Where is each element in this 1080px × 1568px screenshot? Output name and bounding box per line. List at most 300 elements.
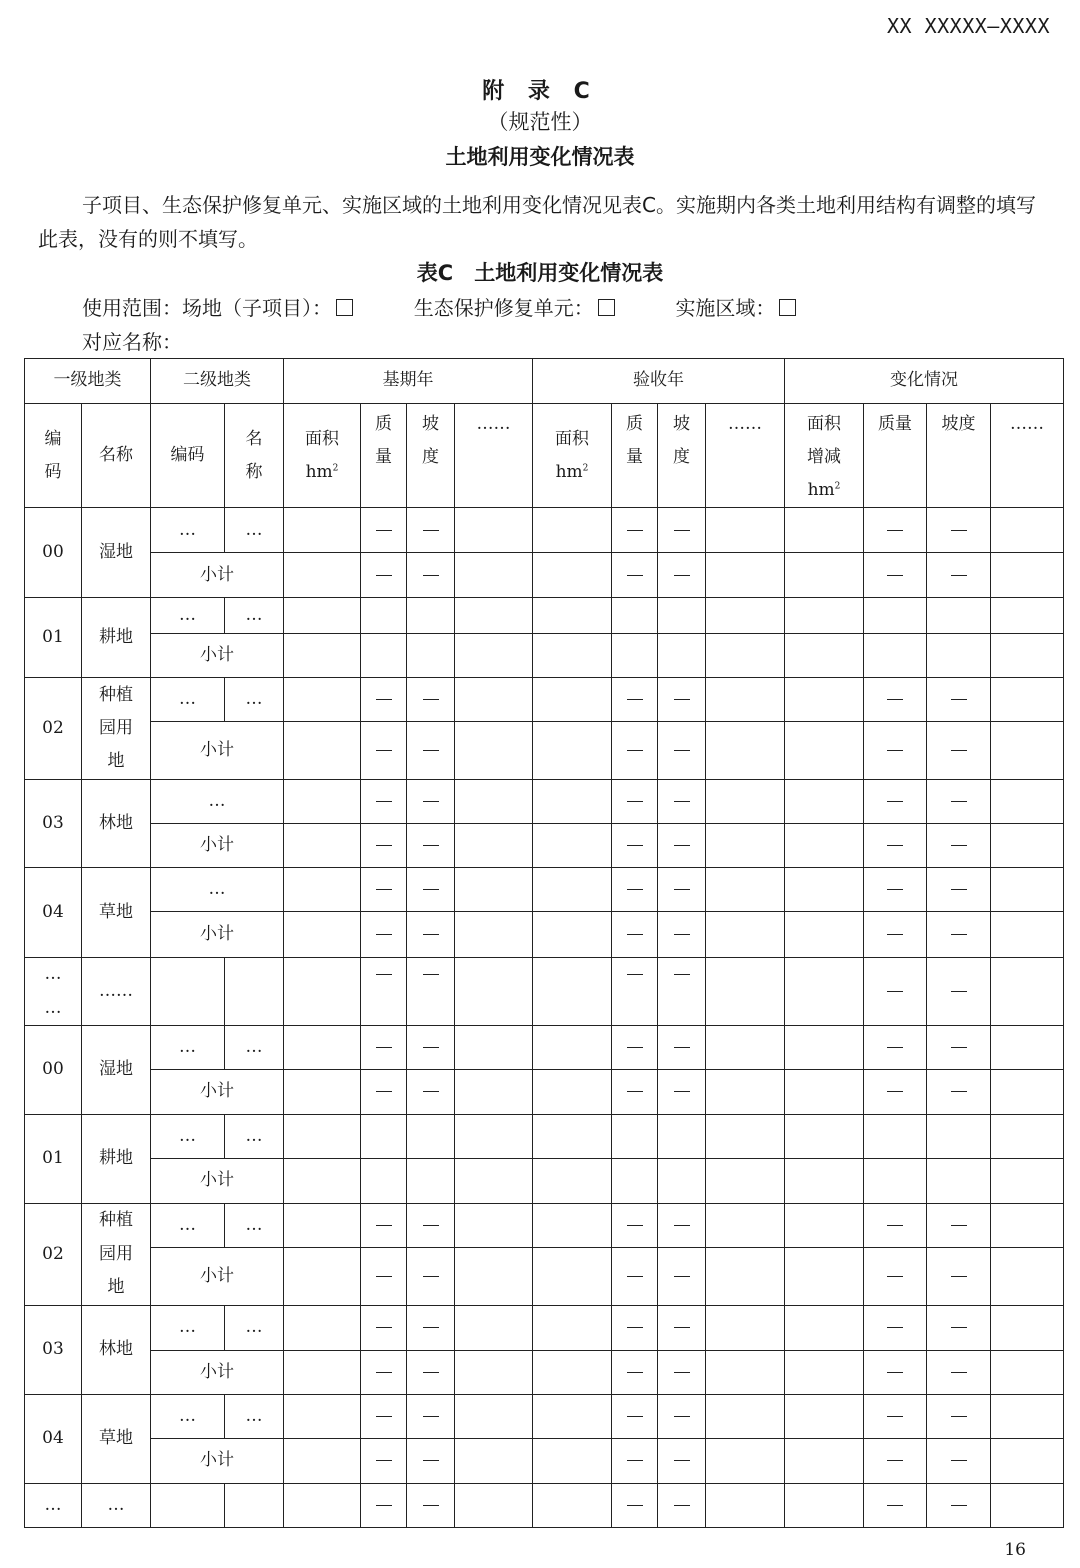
data-cell[interactable] bbox=[991, 1394, 1064, 1438]
data-cell[interactable] bbox=[455, 1394, 533, 1438]
data-cell[interactable] bbox=[991, 508, 1064, 553]
standard-id: XX XXXXX—XXXX bbox=[886, 14, 1050, 38]
data-cell[interactable] bbox=[612, 1025, 658, 1069]
data-cell[interactable] bbox=[785, 1438, 864, 1483]
data-cell[interactable] bbox=[407, 722, 455, 780]
data-cell[interactable] bbox=[612, 1158, 658, 1203]
data-cell[interactable] bbox=[407, 1114, 455, 1158]
data-cell[interactable] bbox=[864, 722, 927, 780]
dash-mark bbox=[423, 1276, 439, 1277]
data-cell[interactable] bbox=[407, 912, 455, 958]
data-cell[interactable] bbox=[785, 1305, 864, 1350]
data-cell[interactable] bbox=[533, 722, 612, 780]
data-cell[interactable] bbox=[533, 508, 612, 553]
data-cell[interactable] bbox=[361, 1350, 407, 1394]
data-cell[interactable] bbox=[658, 1203, 706, 1247]
data-cell[interactable] bbox=[361, 1394, 407, 1438]
data-cell[interactable] bbox=[612, 722, 658, 780]
dash-mark bbox=[423, 1505, 439, 1506]
data-cell[interactable] bbox=[407, 1025, 455, 1069]
data-cell[interactable] bbox=[407, 634, 455, 678]
data-cell[interactable] bbox=[991, 958, 1064, 1025]
data-cell[interactable] bbox=[455, 868, 533, 912]
dash-mark bbox=[423, 699, 439, 700]
data-cell[interactable] bbox=[991, 1350, 1064, 1394]
data-cell[interactable] bbox=[706, 1394, 785, 1438]
data-cell[interactable] bbox=[612, 1483, 658, 1527]
data-cell[interactable] bbox=[864, 780, 927, 824]
data-cell[interactable] bbox=[864, 1483, 927, 1527]
subcode-cell: … bbox=[151, 1203, 225, 1247]
data-cell[interactable] bbox=[455, 780, 533, 824]
data-cell[interactable] bbox=[991, 598, 1064, 634]
data-cell[interactable] bbox=[864, 1394, 927, 1438]
data-cell[interactable] bbox=[455, 1350, 533, 1394]
data-cell[interactable] bbox=[864, 1350, 927, 1394]
data-cell[interactable] bbox=[612, 678, 658, 722]
data-cell[interactable] bbox=[706, 722, 785, 780]
data-cell[interactable] bbox=[455, 1438, 533, 1483]
data-cell[interactable] bbox=[407, 1203, 455, 1247]
data-cell[interactable] bbox=[284, 1069, 361, 1114]
data-cell[interactable] bbox=[927, 1394, 991, 1438]
data-cell[interactable] bbox=[864, 508, 927, 553]
data-cell[interactable] bbox=[927, 1114, 991, 1158]
data-cell[interactable] bbox=[612, 780, 658, 824]
data-cell[interactable] bbox=[533, 824, 612, 868]
data-cell[interactable] bbox=[785, 1247, 864, 1305]
data-cell[interactable] bbox=[658, 508, 706, 553]
data-cell[interactable] bbox=[927, 1438, 991, 1483]
group-name-cell: 湿地 bbox=[82, 1025, 151, 1114]
dash-mark bbox=[674, 1460, 690, 1461]
data-cell[interactable] bbox=[706, 958, 785, 1025]
data-cell[interactable] bbox=[361, 598, 407, 634]
data-cell[interactable] bbox=[658, 1114, 706, 1158]
data-cell[interactable] bbox=[533, 912, 612, 958]
data-cell[interactable] bbox=[658, 634, 706, 678]
data-cell[interactable] bbox=[927, 1203, 991, 1247]
dash-mark bbox=[951, 1047, 967, 1048]
data-cell[interactable] bbox=[864, 1203, 927, 1247]
data-cell[interactable] bbox=[612, 634, 658, 678]
data-cell[interactable] bbox=[706, 1158, 785, 1203]
data-cell[interactable] bbox=[407, 553, 455, 598]
data-cell[interactable] bbox=[864, 1025, 927, 1069]
data-cell[interactable] bbox=[706, 1305, 785, 1350]
table-row bbox=[25, 868, 1064, 912]
data-cell[interactable] bbox=[991, 678, 1064, 722]
data-cell[interactable] bbox=[991, 912, 1064, 958]
data-cell[interactable] bbox=[455, 508, 533, 553]
data-cell[interactable] bbox=[927, 634, 991, 678]
data-cell[interactable] bbox=[991, 634, 1064, 678]
dash-mark bbox=[951, 801, 967, 802]
table-row-subtotal bbox=[25, 912, 1064, 958]
data-cell[interactable] bbox=[284, 1483, 361, 1527]
data-cell[interactable] bbox=[706, 1069, 785, 1114]
data-cell[interactable] bbox=[991, 1203, 1064, 1247]
data-cell[interactable] bbox=[864, 553, 927, 598]
data-cell[interactable] bbox=[361, 722, 407, 780]
data-cell[interactable] bbox=[361, 634, 407, 678]
data-cell[interactable] bbox=[284, 780, 361, 824]
data-cell[interactable] bbox=[455, 1203, 533, 1247]
data-cell[interactable] bbox=[658, 553, 706, 598]
data-cell[interactable] bbox=[533, 1483, 612, 1527]
data-cell[interactable] bbox=[284, 868, 361, 912]
data-cell[interactable] bbox=[284, 1350, 361, 1394]
data-cell[interactable] bbox=[407, 1438, 455, 1483]
data-cell[interactable] bbox=[361, 780, 407, 824]
dash-mark bbox=[887, 845, 903, 846]
data-cell[interactable] bbox=[455, 824, 533, 868]
data-cell[interactable] bbox=[284, 912, 361, 958]
data-cell[interactable] bbox=[284, 1025, 361, 1069]
data-cell[interactable] bbox=[284, 1203, 361, 1247]
data-cell[interactable] bbox=[927, 678, 991, 722]
data-cell[interactable] bbox=[612, 598, 658, 634]
data-cell[interactable] bbox=[785, 824, 864, 868]
data-cell[interactable] bbox=[927, 824, 991, 868]
data-cell[interactable] bbox=[455, 1025, 533, 1069]
data-cell[interactable] bbox=[533, 1114, 612, 1158]
table-row-subtotal bbox=[25, 1438, 1064, 1483]
data-cell[interactable] bbox=[612, 912, 658, 958]
data-cell[interactable] bbox=[927, 958, 991, 1025]
data-cell[interactable] bbox=[864, 958, 927, 1025]
data-cell[interactable] bbox=[785, 912, 864, 958]
data-cell[interactable] bbox=[361, 553, 407, 598]
dash-mark bbox=[627, 845, 643, 846]
data-cell[interactable] bbox=[658, 598, 706, 634]
data-cell[interactable] bbox=[785, 1203, 864, 1247]
data-cell[interactable] bbox=[455, 634, 533, 678]
data-cell[interactable] bbox=[864, 1438, 927, 1483]
data-cell[interactable] bbox=[864, 912, 927, 958]
data-cell[interactable] bbox=[991, 780, 1064, 824]
name2-cell[interactable] bbox=[225, 958, 284, 1025]
data-cell[interactable] bbox=[612, 1203, 658, 1247]
data-cell[interactable] bbox=[706, 598, 785, 634]
dash-mark bbox=[951, 1091, 967, 1092]
data-cell[interactable] bbox=[864, 634, 927, 678]
data-cell[interactable] bbox=[864, 1247, 927, 1305]
data-cell[interactable] bbox=[658, 912, 706, 958]
data-cell[interactable] bbox=[407, 678, 455, 722]
data-cell[interactable] bbox=[927, 1247, 991, 1305]
data-cell[interactable] bbox=[361, 1247, 407, 1305]
data-cell[interactable] bbox=[991, 1025, 1064, 1069]
data-cell[interactable] bbox=[361, 1069, 407, 1114]
data-cell[interactable] bbox=[361, 1305, 407, 1350]
data-cell[interactable] bbox=[864, 1158, 927, 1203]
data-cell[interactable] bbox=[407, 1483, 455, 1527]
data-cell[interactable] bbox=[991, 1483, 1064, 1527]
data-cell[interactable] bbox=[533, 1394, 612, 1438]
data-cell[interactable] bbox=[706, 508, 785, 553]
name-header: 名称 bbox=[82, 404, 151, 508]
data-cell[interactable] bbox=[658, 868, 706, 912]
data-cell[interactable] bbox=[533, 634, 612, 678]
data-cell[interactable] bbox=[407, 598, 455, 634]
data-cell[interactable] bbox=[533, 780, 612, 824]
data-cell[interactable] bbox=[455, 1158, 533, 1203]
data-cell[interactable] bbox=[864, 1069, 927, 1114]
data-cell[interactable] bbox=[533, 958, 612, 1025]
data-cell[interactable] bbox=[785, 1394, 864, 1438]
data-cell[interactable] bbox=[284, 824, 361, 868]
data-cell[interactable] bbox=[785, 1483, 864, 1527]
data-cell[interactable] bbox=[612, 1305, 658, 1350]
data-cell[interactable] bbox=[706, 912, 785, 958]
data-cell[interactable] bbox=[991, 868, 1064, 912]
data-cell[interactable] bbox=[284, 1158, 361, 1203]
data-cell[interactable] bbox=[361, 1438, 407, 1483]
data-cell[interactable] bbox=[927, 508, 991, 553]
data-cell[interactable] bbox=[455, 1483, 533, 1527]
data-cell[interactable] bbox=[533, 1203, 612, 1247]
data-cell[interactable] bbox=[864, 868, 927, 912]
data-cell[interactable] bbox=[706, 678, 785, 722]
data-cell[interactable] bbox=[407, 780, 455, 824]
data-cell[interactable] bbox=[927, 912, 991, 958]
data-cell[interactable] bbox=[455, 958, 533, 1025]
data-cell[interactable] bbox=[864, 1114, 927, 1158]
data-cell[interactable] bbox=[612, 824, 658, 868]
unit-checkbox[interactable] bbox=[598, 299, 615, 316]
data-cell[interactable] bbox=[991, 1247, 1064, 1305]
data-cell[interactable] bbox=[927, 1483, 991, 1527]
data-cell[interactable] bbox=[927, 722, 991, 780]
data-cell[interactable] bbox=[284, 722, 361, 780]
data-cell[interactable] bbox=[785, 1069, 864, 1114]
data-cell[interactable] bbox=[785, 508, 864, 553]
name2-header: 名 称 bbox=[225, 404, 284, 508]
data-cell[interactable] bbox=[407, 1394, 455, 1438]
data-cell[interactable] bbox=[658, 678, 706, 722]
data-cell[interactable] bbox=[284, 1247, 361, 1305]
data-cell[interactable] bbox=[284, 1394, 361, 1438]
data-cell[interactable] bbox=[612, 1438, 658, 1483]
dash-mark bbox=[423, 530, 439, 531]
data-cell[interactable] bbox=[533, 1350, 612, 1394]
dash-mark bbox=[627, 974, 643, 975]
data-cell[interactable] bbox=[455, 553, 533, 598]
data-cell[interactable] bbox=[658, 1158, 706, 1203]
data-cell[interactable] bbox=[927, 1350, 991, 1394]
data-cell[interactable] bbox=[864, 1305, 927, 1350]
dash-mark bbox=[376, 530, 392, 531]
data-cell[interactable] bbox=[533, 1158, 612, 1203]
data-cell[interactable] bbox=[533, 553, 612, 598]
data-cell[interactable] bbox=[991, 1438, 1064, 1483]
data-cell[interactable] bbox=[658, 722, 706, 780]
data-cell[interactable] bbox=[284, 678, 361, 722]
data-cell[interactable] bbox=[864, 678, 927, 722]
data-cell[interactable] bbox=[991, 1114, 1064, 1158]
data-cell[interactable] bbox=[785, 722, 864, 780]
data-cell[interactable] bbox=[706, 824, 785, 868]
data-cell[interactable] bbox=[361, 958, 407, 1025]
data-cell[interactable] bbox=[533, 1069, 612, 1114]
data-cell[interactable] bbox=[785, 598, 864, 634]
data-cell[interactable] bbox=[785, 958, 864, 1025]
data-cell[interactable] bbox=[455, 598, 533, 634]
data-cell[interactable] bbox=[612, 1247, 658, 1305]
data-cell[interactable] bbox=[785, 678, 864, 722]
data-cell[interactable] bbox=[658, 1438, 706, 1483]
data-cell[interactable] bbox=[284, 1114, 361, 1158]
data-cell[interactable] bbox=[407, 508, 455, 553]
data-cell[interactable] bbox=[706, 1350, 785, 1394]
data-cell[interactable] bbox=[927, 598, 991, 634]
data-cell[interactable] bbox=[455, 1305, 533, 1350]
code2-cell[interactable] bbox=[151, 1483, 225, 1527]
data-cell[interactable] bbox=[455, 678, 533, 722]
data-cell[interactable] bbox=[991, 722, 1064, 780]
site-checkbox[interactable] bbox=[336, 299, 353, 316]
data-cell[interactable] bbox=[361, 868, 407, 912]
data-cell[interactable] bbox=[706, 1483, 785, 1527]
data-cell[interactable] bbox=[991, 553, 1064, 598]
dash-mark bbox=[376, 974, 392, 975]
data-cell[interactable] bbox=[612, 1350, 658, 1394]
data-cell[interactable] bbox=[407, 958, 455, 1025]
data-cell[interactable] bbox=[658, 1069, 706, 1114]
data-cell[interactable] bbox=[612, 1069, 658, 1114]
area-checkbox[interactable] bbox=[779, 299, 796, 316]
data-cell[interactable] bbox=[361, 678, 407, 722]
table-row-subtotal bbox=[25, 1247, 1064, 1305]
data-cell[interactable] bbox=[658, 1305, 706, 1350]
data-cell[interactable] bbox=[927, 1069, 991, 1114]
data-cell[interactable] bbox=[785, 1158, 864, 1203]
data-cell[interactable] bbox=[455, 722, 533, 780]
data-cell[interactable] bbox=[706, 780, 785, 824]
data-cell[interactable] bbox=[407, 824, 455, 868]
data-cell[interactable] bbox=[361, 1114, 407, 1158]
data-cell[interactable] bbox=[361, 1203, 407, 1247]
data-cell[interactable] bbox=[284, 553, 361, 598]
data-cell[interactable] bbox=[706, 1247, 785, 1305]
data-cell[interactable] bbox=[407, 868, 455, 912]
data-cell[interactable] bbox=[785, 868, 864, 912]
data-cell[interactable] bbox=[361, 1158, 407, 1203]
data-cell[interactable] bbox=[658, 1394, 706, 1438]
data-cell[interactable] bbox=[455, 912, 533, 958]
data-cell[interactable] bbox=[927, 868, 991, 912]
data-cell[interactable] bbox=[455, 1247, 533, 1305]
data-cell[interactable] bbox=[785, 553, 864, 598]
data-cell[interactable] bbox=[991, 824, 1064, 868]
data-cell[interactable] bbox=[533, 1025, 612, 1069]
data-cell[interactable] bbox=[407, 1350, 455, 1394]
dash-mark bbox=[423, 1460, 439, 1461]
data-cell[interactable] bbox=[706, 553, 785, 598]
data-cell[interactable] bbox=[706, 1025, 785, 1069]
data-cell[interactable] bbox=[533, 678, 612, 722]
data-cell[interactable] bbox=[361, 508, 407, 553]
data-cell[interactable] bbox=[284, 598, 361, 634]
data-cell[interactable] bbox=[361, 1025, 407, 1069]
data-cell[interactable] bbox=[284, 1305, 361, 1350]
data-cell[interactable] bbox=[658, 1247, 706, 1305]
data-cell[interactable] bbox=[407, 1069, 455, 1114]
data-cell[interactable] bbox=[407, 1247, 455, 1305]
data-cell[interactable] bbox=[658, 780, 706, 824]
dash-mark bbox=[887, 1505, 903, 1506]
data-cell[interactable] bbox=[533, 598, 612, 634]
data-cell[interactable] bbox=[533, 1305, 612, 1350]
data-cell[interactable] bbox=[455, 1114, 533, 1158]
data-cell[interactable] bbox=[706, 1203, 785, 1247]
data-cell[interactable] bbox=[612, 1114, 658, 1158]
code2-cell[interactable] bbox=[151, 958, 225, 1025]
data-cell[interactable] bbox=[658, 1483, 706, 1527]
data-cell[interactable] bbox=[284, 958, 361, 1025]
data-cell[interactable] bbox=[991, 1158, 1064, 1203]
dash-mark bbox=[887, 991, 903, 992]
data-cell[interactable] bbox=[864, 824, 927, 868]
data-cell[interactable] bbox=[706, 1438, 785, 1483]
data-cell[interactable] bbox=[927, 780, 991, 824]
data-cell[interactable] bbox=[407, 1305, 455, 1350]
data-cell[interactable] bbox=[658, 1350, 706, 1394]
data-cell[interactable] bbox=[612, 1394, 658, 1438]
data-cell[interactable] bbox=[361, 912, 407, 958]
data-cell[interactable] bbox=[284, 1438, 361, 1483]
data-cell[interactable] bbox=[658, 958, 706, 1025]
data-cell[interactable] bbox=[785, 1025, 864, 1069]
data-cell[interactable] bbox=[612, 508, 658, 553]
data-cell[interactable] bbox=[533, 1438, 612, 1483]
data-cell[interactable] bbox=[284, 634, 361, 678]
data-cell[interactable] bbox=[785, 1114, 864, 1158]
data-cell[interactable] bbox=[612, 553, 658, 598]
data-cell[interactable] bbox=[991, 1069, 1064, 1114]
data-cell[interactable] bbox=[706, 1114, 785, 1158]
data-cell[interactable] bbox=[706, 634, 785, 678]
data-cell[interactable] bbox=[361, 824, 407, 868]
data-cell[interactable] bbox=[533, 868, 612, 912]
data-cell[interactable] bbox=[864, 598, 927, 634]
data-cell[interactable] bbox=[706, 868, 785, 912]
data-cell[interactable] bbox=[785, 780, 864, 824]
data-cell[interactable] bbox=[612, 868, 658, 912]
data-cell[interactable] bbox=[658, 824, 706, 868]
dash-mark bbox=[887, 1327, 903, 1328]
data-cell[interactable] bbox=[533, 1247, 612, 1305]
group-code-cell: 00 bbox=[25, 1025, 82, 1114]
data-cell[interactable] bbox=[361, 1483, 407, 1527]
data-cell[interactable] bbox=[927, 1305, 991, 1350]
data-cell[interactable] bbox=[284, 508, 361, 553]
data-cell[interactable] bbox=[658, 1025, 706, 1069]
data-cell[interactable] bbox=[927, 553, 991, 598]
data-cell[interactable] bbox=[991, 1305, 1064, 1350]
table-row-subtotal bbox=[25, 1158, 1064, 1203]
data-cell[interactable] bbox=[407, 1158, 455, 1203]
data-cell[interactable] bbox=[612, 958, 658, 1025]
dash-mark bbox=[951, 1225, 967, 1226]
data-cell[interactable] bbox=[785, 1350, 864, 1394]
data-cell[interactable] bbox=[455, 1069, 533, 1114]
data-cell[interactable] bbox=[927, 1025, 991, 1069]
name2-cell[interactable] bbox=[225, 1483, 284, 1527]
data-cell[interactable] bbox=[927, 1158, 991, 1203]
data-cell[interactable] bbox=[785, 634, 864, 678]
